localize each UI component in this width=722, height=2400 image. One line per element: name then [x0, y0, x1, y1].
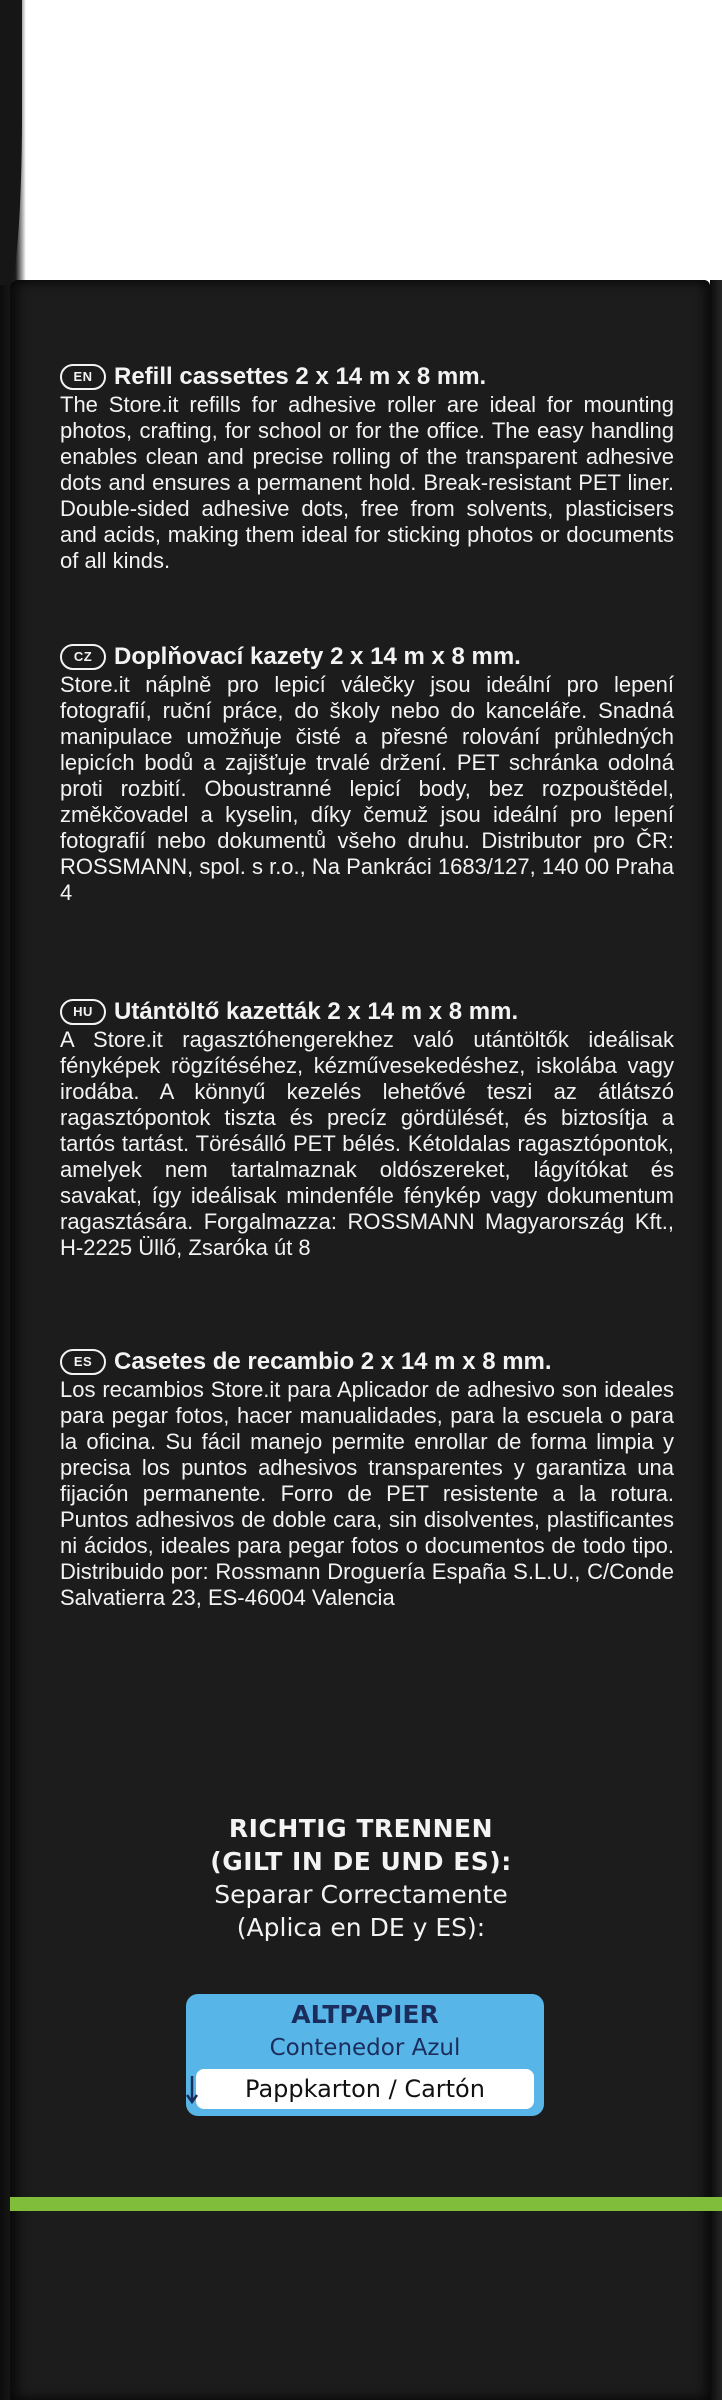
bin-subtitle: Contenedor Azul [269, 2035, 461, 2061]
section-header [60, 1347, 674, 1377]
section-hu [60, 997, 674, 1261]
section-title: Refill cassettes 2 x 14 m x 8 mm. [114, 363, 487, 390]
section-body: A Store.it ragasztóhengerekhez való utántöltők ideálisak fényképek rögzítéséhez, kézművesekedéshez, iskolába vagy irodába. A könnyű kezelés lehetővé teszi az átlátszó ragasztópontok tiszta és precíz gördülését, és biztosítja a tartós tartást. Törésálló PET bélés. Kétoldalas ragasztópontok, amelyek nem tartalmaznak oldószereket, lágyítókat és savakat, így ideálisak mindenféle fénykép vagy dokumentum ragasztására. Forgalmazza: ROSSMANN Magyarország Kft., H-2225 Üllő, Zsaróka út 8 [60, 1027, 674, 1260]
section-en [60, 362, 674, 574]
section-body: The Store.it refills for adhesive roller are ideal for mounting photos, crafting, for school or for the office. The easy handling enables clean and precise rolling of the transparent adhesive dots and ensures a permanent hold. Break-resistant PET liner. Double-sided adhesive dots, free from solvents, plasticisers and acids, making them ideal for sticking photos or documents of all kinds. [60, 392, 674, 573]
green-accent-stripe [10, 2197, 722, 2211]
package-right-edge [710, 280, 722, 2400]
language-badge-en: EN [60, 364, 106, 390]
section-title: Casetes de recambio 2 x 14 m x 8 mm. [114, 1348, 552, 1375]
recycling-title-line2: (GILT IN DE UND ES): [210, 1847, 512, 1876]
recycling-notice [120, 1812, 602, 1944]
section-title: Doplňovací kazety 2 x 14 m x 8 mm. [114, 643, 521, 670]
paper-bin-label [186, 1994, 544, 2116]
section-body: Store.it náplně pro lepicí válečky jsou ideální pro lepení fotografií, ruční práce, do školy nebo do kanceláře. Snadná manipulace umožňuje čisté a přesné rolování průhledných lepicích bodů a zajišťuje trvalé držení. PET schránka odolná proti rozbití. Oboustranné lepicí body, bez rozpouštědel, změkčovadel a kyselin, díky čemuž jsou ideální pro lepení fotografií nebo dokumentů všeho druhu. Distributor pro ČR: ROSSMANN, spol. s r.o., Na Pankráci 1683/127, 140 00 Praha 4 [60, 672, 674, 905]
arrow-down-icon [186, 2076, 198, 2106]
section-body: Los recambios Store.it para Aplicador de adhesivo son ideales para pegar fotos, hacer manualidades, para la escuela o para la oficina. Su fácil manejo permite enrollar de forma limpia y precisa los puntos adhesivos transparentes y garantiza una fijación permanente. Forro de PET resistente a la rotura. Puntos adhesivos de doble cara, sin disolventes, plastificantes ni ácidos, ideales para pegar fotos o documentos de todo tipo. Distribuido por: Rossmann Droguería España S.L.U., C/Conde Salvatierra 23, ES-46004 Valencia [60, 1377, 674, 1610]
bin-material-label: Pappkarton / Cartón [196, 2069, 534, 2109]
section-header [60, 642, 674, 672]
recycling-subtitle-line1: Separar Correctamente [214, 1880, 508, 1909]
language-badge-cz: CZ [60, 644, 106, 670]
section-header [60, 997, 674, 1027]
language-badge-es: ES [60, 1349, 106, 1375]
language-badge-hu: HU [60, 999, 106, 1025]
recycling-title-line1: RICHTIG TRENNEN [228, 1814, 494, 1843]
recycling-subtitle-line2: (Aplica en DE y ES): [236, 1913, 486, 1942]
section-es [60, 1347, 674, 1611]
section-header [60, 362, 674, 392]
section-cz [60, 642, 674, 906]
bin-title: ALTPAPIER [291, 2000, 439, 2029]
section-title: Utántöltő kazetták 2 x 14 m x 8 mm. [114, 998, 519, 1025]
